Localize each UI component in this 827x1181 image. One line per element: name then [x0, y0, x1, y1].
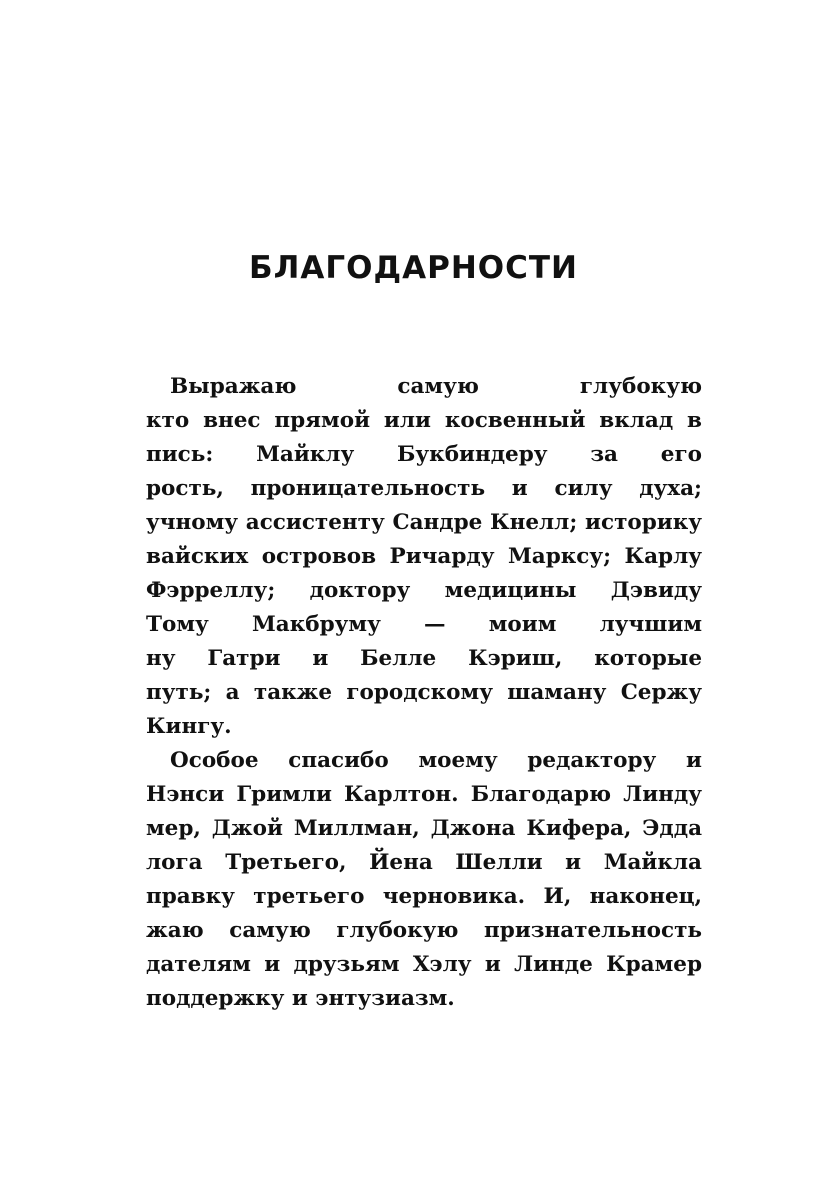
text-line: жаю самую глубокую признательность	[146, 918, 702, 943]
text-line: Фэрреллу; доктору медицины Дэвиду	[146, 578, 702, 603]
text-line: Выражаю самую глубокую	[170, 374, 702, 399]
text-line: пись: Майклу Букбиндеру за его	[146, 442, 702, 467]
acknowledgements-body	[122, 370, 702, 1016]
text-line: путь; а также городскому шаману Сержу	[146, 680, 702, 705]
text-line: Кингу.	[146, 714, 232, 739]
paragraph-1	[122, 370, 702, 744]
text-line: дателям и друзьям Хэлу и Линде Крамер	[146, 952, 702, 977]
text-line: Тому Макбруму — моим лучшим	[146, 612, 702, 637]
text-line: поддержку и энтузиазм.	[146, 986, 455, 1011]
text-line: рость, проницательность и силу духа;	[146, 476, 702, 501]
text-line: ну Гатри и Белле Кэриш, которые	[146, 646, 702, 671]
text-line: правку третьего черновика. И, наконец,	[146, 884, 702, 909]
page-title: БЛАГОДАРНОСТИ	[249, 250, 578, 286]
text-line: лога Третьего, Йена Шелли и Майкла	[146, 850, 702, 875]
text-line: Особое спасибо моему редактору и	[170, 748, 702, 773]
text-line: Нэнси Гримли Карлтон. Благодарю Линду	[146, 782, 702, 807]
text-line: кто внес прямой или косвенный вклад в	[146, 408, 702, 433]
paragraph-2	[122, 744, 702, 1016]
text-line: учному ассистенту Сандре Кнелл; историку	[146, 510, 702, 535]
text-line: вайских островов Ричарду Марксу; Карлу	[146, 544, 702, 569]
text-line: мер, Джой Миллман, Джона Кифера, Эдда	[146, 816, 702, 841]
